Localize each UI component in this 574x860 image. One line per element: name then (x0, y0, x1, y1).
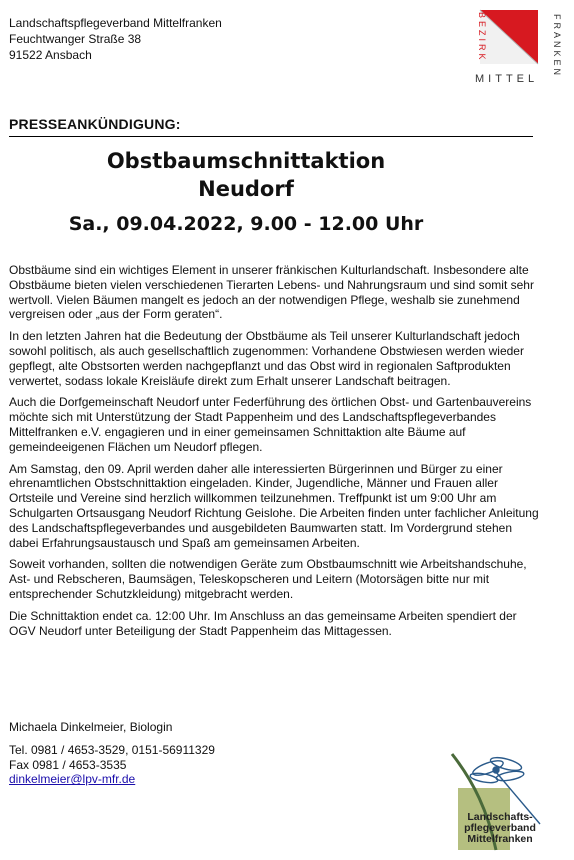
franken-vertical-text: FRANKEN (552, 14, 562, 79)
paragraph: Obstbäume sind ein wichtiges Element in unserer fränkischen Kulturlandschaft. Insbesondere alte Obstbäume bieten vielen verschiedenen Tierarten Lebens- und Nahrungsraum und sind somit sehr wertvoll. Vielen Bäumen mangelt es jedoch an der notwendigen Pflege, weshalb sie zunehmend vergreisen oder „aus der Form geraten“. (9, 263, 534, 322)
mittel-text: MITTEL (475, 73, 539, 85)
sender-city: 91522 Ansbach (9, 48, 92, 62)
title-block (0, 147, 492, 235)
paragraph: In den letzten Jahren hat die Bedeutung der Obstbäume als Teil unserer Kulturlandschaft jedoch sowohl politisch, als auch gesellschaftlich zugenommen: Vorhandene Obstwiesen werden wieder gepflegt, alte Obstsorten werden nachgepflanzt und das Obst wird in regionalen Saftprodukten verwertet, sodass lokale Kreisläufe direkt zum Erhalt unserer Landschaft beitragen. (9, 329, 524, 388)
title-line-1: Obstbaumschnittaktion (106, 149, 386, 173)
contact-block (9, 720, 215, 787)
bezirk-mittelfranken-logo (470, 4, 570, 96)
sender-address (9, 15, 222, 63)
kicker-row (9, 116, 533, 137)
event-date: Sa., 09.04.2022, 9.00 - 12.00 Uhr (68, 213, 424, 235)
paragraph: Die Schnittaktion endet ca. 12:00 Uhr. Im Anschluss an das gemeinsame Arbeiten spendiert der OGV Neudorf unter Beteiligung der Stadt Pappenheim das Mittagessen. (9, 608, 517, 638)
contact-name: Michaela Dinkelmeier, Biologin (9, 720, 173, 734)
sender-org: Landschaftspflegeverband Mittelfranken (9, 16, 222, 30)
contact-email-link[interactable]: dinkelmeier@lpv-mfr.de (9, 772, 136, 787)
bezirk-vertical-text: BEZIRK (477, 12, 487, 63)
lpv-line-2: pflegeverband (464, 822, 536, 834)
press-announcement-label: PRESSEANKÜNDIGUNG: (9, 116, 181, 132)
paragraph: Soweit vorhanden, sollten die notwendigen Geräte zum Obstbaumschnitt wie Arbeitshandschuhe, Ast- und Rebscheren, Baumsägen, Teleskopscheren und Leitern (Motorsägen bitte nur mit entsprechender Schutzkleidung) mitgebracht werden. (9, 557, 527, 601)
sender-street: Feuchtwanger Straße 38 (9, 32, 142, 46)
contact-tel: Tel. 0981 / 4653-3529, 0151-56911329 (9, 742, 215, 757)
lpv-line-1: Landschafts- (467, 811, 533, 823)
contact-fax: Fax 0981 / 4653-3535 (9, 757, 127, 772)
paragraph: Am Samstag, den 09. April werden daher alle interessierten Bürgerinnen und Bürger zu einer ehrenamtlichen Obstschnittaktion eingeladen. Kinder, Jugendliche, Männer und Frauen aller Ortsteile und Vereine sind herzlich willkommen teilzunehmen. Treffpunkt ist um 9:00 Uhr am Schulgarten Ortsausgang Neudorf Richtung Geislohe. Die Arbeiten finden unter fachlicher Anleitung des Landschaftspflegeverbandes und ausgebildeten Baumwarten statt. Im Vordergrund stehen dabei Erfahrungsaustausch und Spaß am gemeinsamen Arbeiten. (9, 461, 539, 550)
lpv-line-3: Mittelfranken (467, 833, 533, 845)
body-text (9, 263, 539, 645)
lpv-logo-text (450, 812, 550, 845)
paragraph: Auch die Dorfgemeinschaft Neudorf unter Federführung des örtlichen Obst- und Gartenbauvereins möchte sich mit Unterstützung der Stadt Pappenheim und des Landschaftspflegeverbandes Mittelfranken e.V. engagieren und in einer gemeinsamen Schnittaktion alte Bäume auf gemeindeeigenen Flächen um Neudorf pflegen. (9, 395, 532, 454)
title-line-2: Neudorf (198, 177, 294, 201)
